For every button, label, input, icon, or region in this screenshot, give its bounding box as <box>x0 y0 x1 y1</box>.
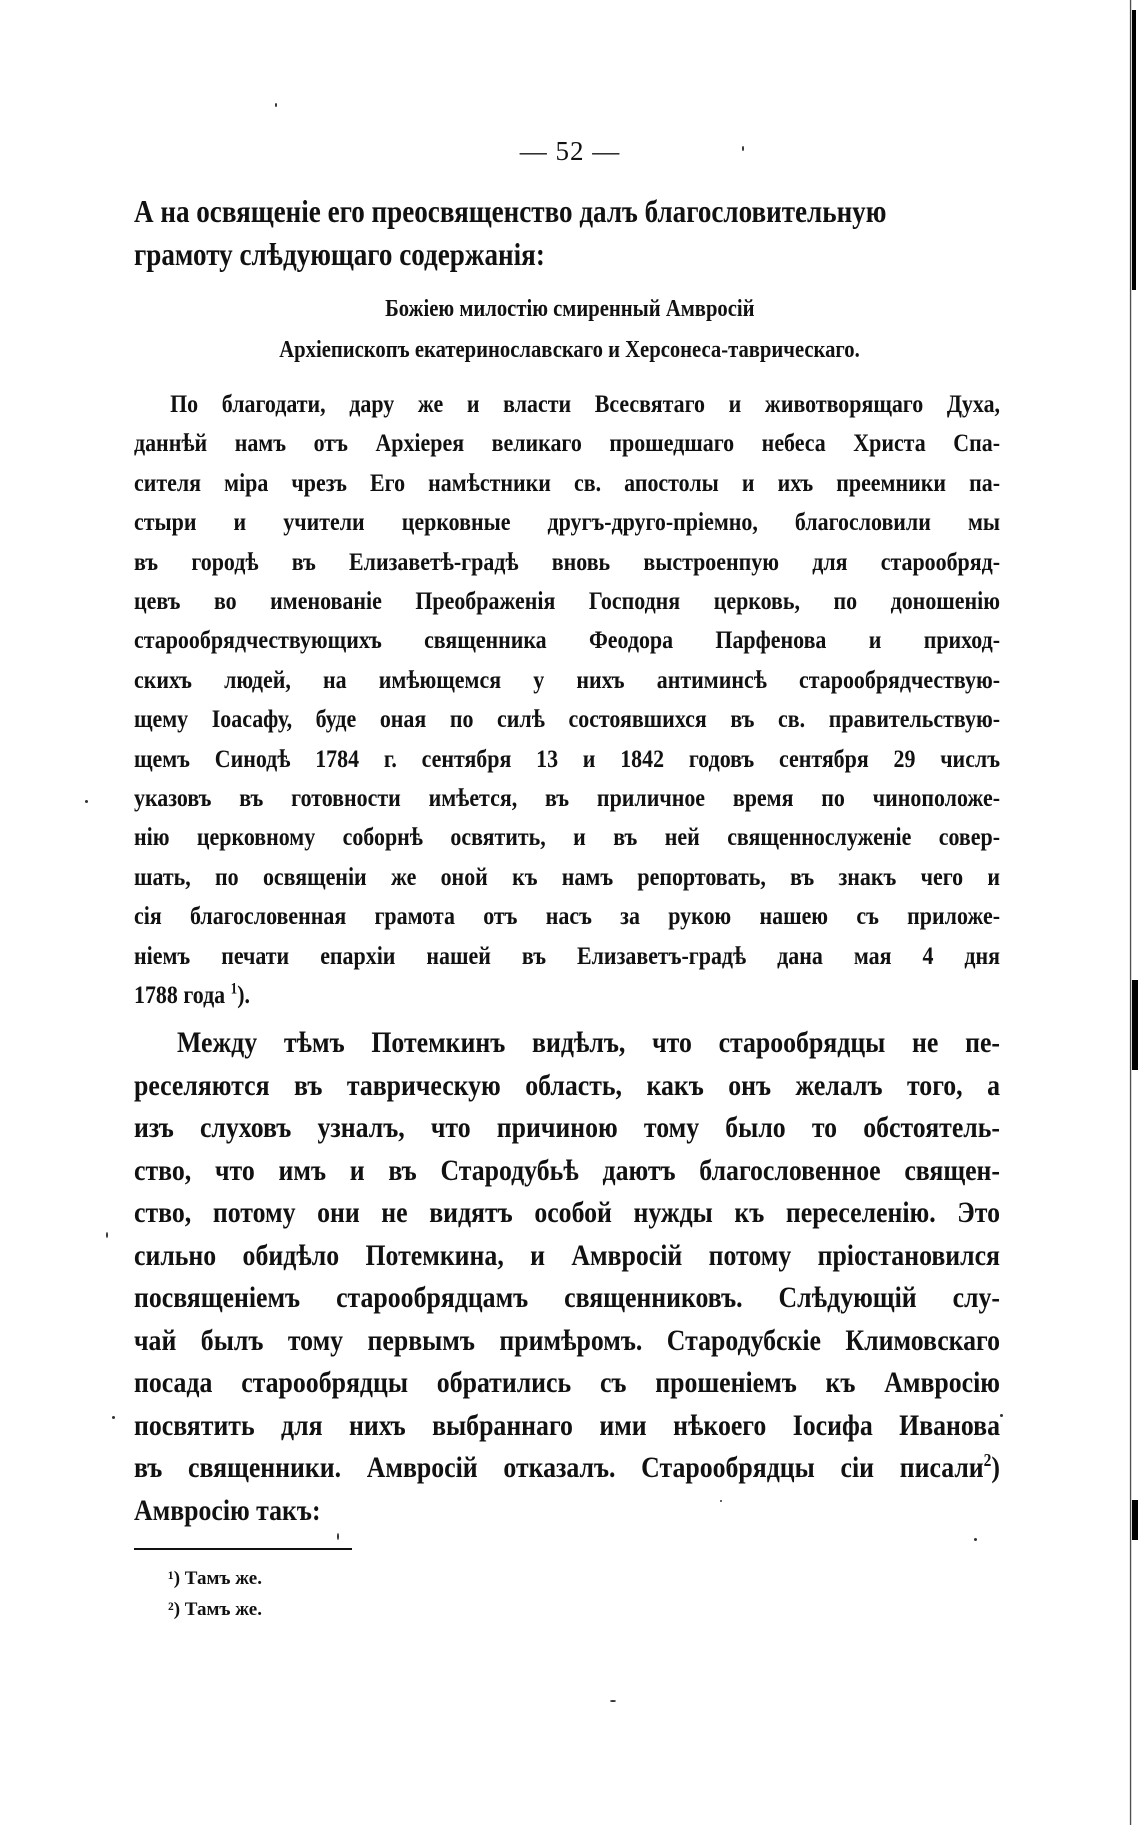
footnote-separator <box>134 1548 352 1550</box>
body-last-line: Амвросію такъ: <box>134 1493 321 1527</box>
scan-speck <box>85 800 88 803</box>
body-line: ство, потому они не видятъ особой нужды къ переселенію. Это <box>134 1196 1001 1229</box>
letter-line: шать, по освященіи же оной къ намъ репортовать, въ знакъ чего и <box>134 861 1001 891</box>
body-line: ство, что имъ и въ Стародубьѣ даютъ благословенное священ- <box>134 1153 1001 1187</box>
letter-text <box>134 384 1000 1015</box>
scan-speck <box>610 1700 616 1702</box>
letter-line: цевъ во именованіе Преображенія Господня церковь, по доношенію <box>134 586 1001 616</box>
body-line: сильно обидѣло Потемкина, и Амвросій потому пріостановился <box>134 1238 1001 1272</box>
body-line: посвященіемъ старообрядцамъ священниковъ. Слѣдующій слу- <box>134 1281 1001 1314</box>
letter-line: скихъ людей, на имѣющемся у нихъ антиминсѣ старообрядчествую- <box>134 664 1001 694</box>
letter-line: ніемъ печати епархіи нашей въ Елизаветъ-градѣ дана мая 4 дня <box>134 940 1001 970</box>
footnote-1 <box>168 1563 262 1594</box>
heading-line: А на освященіе его преосвященство далъ благословительную <box>134 194 887 229</box>
salutation-line-1: Божіею милостію смиренный Амвросій <box>385 296 755 322</box>
body-line: реселяются въ таврическую область, какъ онъ желалъ того, а <box>134 1068 1001 1102</box>
body-line: изъ слуховъ узналъ, что причиною тому было то обстоятель- <box>134 1111 1001 1144</box>
letter-line: сителя міра чрезъ Его намѣстники св. апостолы и ихъ преемники па- <box>134 467 1001 497</box>
letter-line: даннѣй намъ отъ Архіерея великаго прошедшаго небеса Христа Спа- <box>134 428 1001 458</box>
letter-line: сія благословенная грамота отъ насъ за рукою нашею съ приложе- <box>134 901 1001 931</box>
body-line: посвятить для нихъ выбраннаго ими нѣкоего Іосифа Иванова <box>134 1408 1001 1442</box>
letter-line: щемъ Синодѣ 1784 г. сентября 13 и 1842 годовъ сентября 29 числъ <box>134 743 1001 773</box>
letter-line: въ городѣ въ Елизаветѣ-градѣ вновь выстроенпую для старообряд- <box>134 546 1001 576</box>
letter-line: указовъ въ готовности имѣется, въ приличное время по чиноположе- <box>134 783 1001 813</box>
body-line: Между тѣмъ Потемкинъ видѣлъ, что старообрядцы не пе- <box>177 1026 1001 1059</box>
letter-line: щему Іоасафу, буде оная по силѣ состоявшихся въ св. правительствую- <box>134 704 1001 734</box>
page-number: — 52 — <box>519 136 621 166</box>
body-line: чай былъ тому первымъ примѣромъ. Стародубскіе Климовскаго <box>134 1323 1001 1357</box>
letter-line: старообрядчествующихъ священника Феодора Парфенова и приход- <box>134 625 1001 655</box>
body-line-text: въ священники. Амвросій отказалъ. Старообрядцы сіи писали <box>134 1451 984 1484</box>
scan-speck <box>275 103 277 107</box>
letter-line: нію церковному соборнѣ освятить, и въ ней священнослуженіе совер- <box>134 822 1001 852</box>
body-paragraph <box>134 1022 1000 1532</box>
heading-paragraph <box>134 190 1000 276</box>
scan-speck <box>1000 1414 1003 1417</box>
scan-speck <box>974 1538 977 1541</box>
scan-speck <box>742 146 744 151</box>
scan-speck <box>337 1533 339 1540</box>
scan-speck <box>106 1232 108 1238</box>
scan-speck <box>112 1416 115 1419</box>
binding-mark <box>1132 980 1138 1070</box>
footnote-text: Тамъ же. <box>184 1568 262 1589</box>
footnote-mark: ¹) <box>168 1568 181 1589</box>
binding-mark <box>1132 1500 1138 1540</box>
heading-line: грамоту слѣдующаго содержанія: <box>134 237 545 272</box>
salutation-line-2: Архіепископъ екатеринославскаго и Херсонеса-таврическаго. <box>279 337 861 363</box>
footnote-mark: ²) <box>168 1599 181 1620</box>
letter-line: По благодати, дару же и власти Всесвятаго и животворящаго Духа, <box>170 389 1001 418</box>
scan-speck <box>720 1500 722 1502</box>
letter-closing: ). <box>237 980 251 1010</box>
body-line: посада старообрядцы обратились съ прошеніемъ къ Амвросію <box>134 1366 1001 1399</box>
footnote-2 <box>168 1594 262 1625</box>
footnote-text: Тамъ же. <box>184 1599 262 1620</box>
footnotes <box>168 1563 262 1625</box>
letter-line: стыри и учители церковные другъ-друго-пріемно, благословили мы <box>134 507 1001 537</box>
body-line-tail: ) <box>991 1451 1001 1484</box>
footnote-ref-2[interactable]: 2 <box>983 1450 992 1470</box>
footnote-ref-1[interactable]: 1 <box>230 980 238 998</box>
letter-date: 1788 года <box>134 980 226 1010</box>
letter-last-line <box>134 975 1000 1014</box>
body-line-with-footnote <box>134 1447 1000 1490</box>
